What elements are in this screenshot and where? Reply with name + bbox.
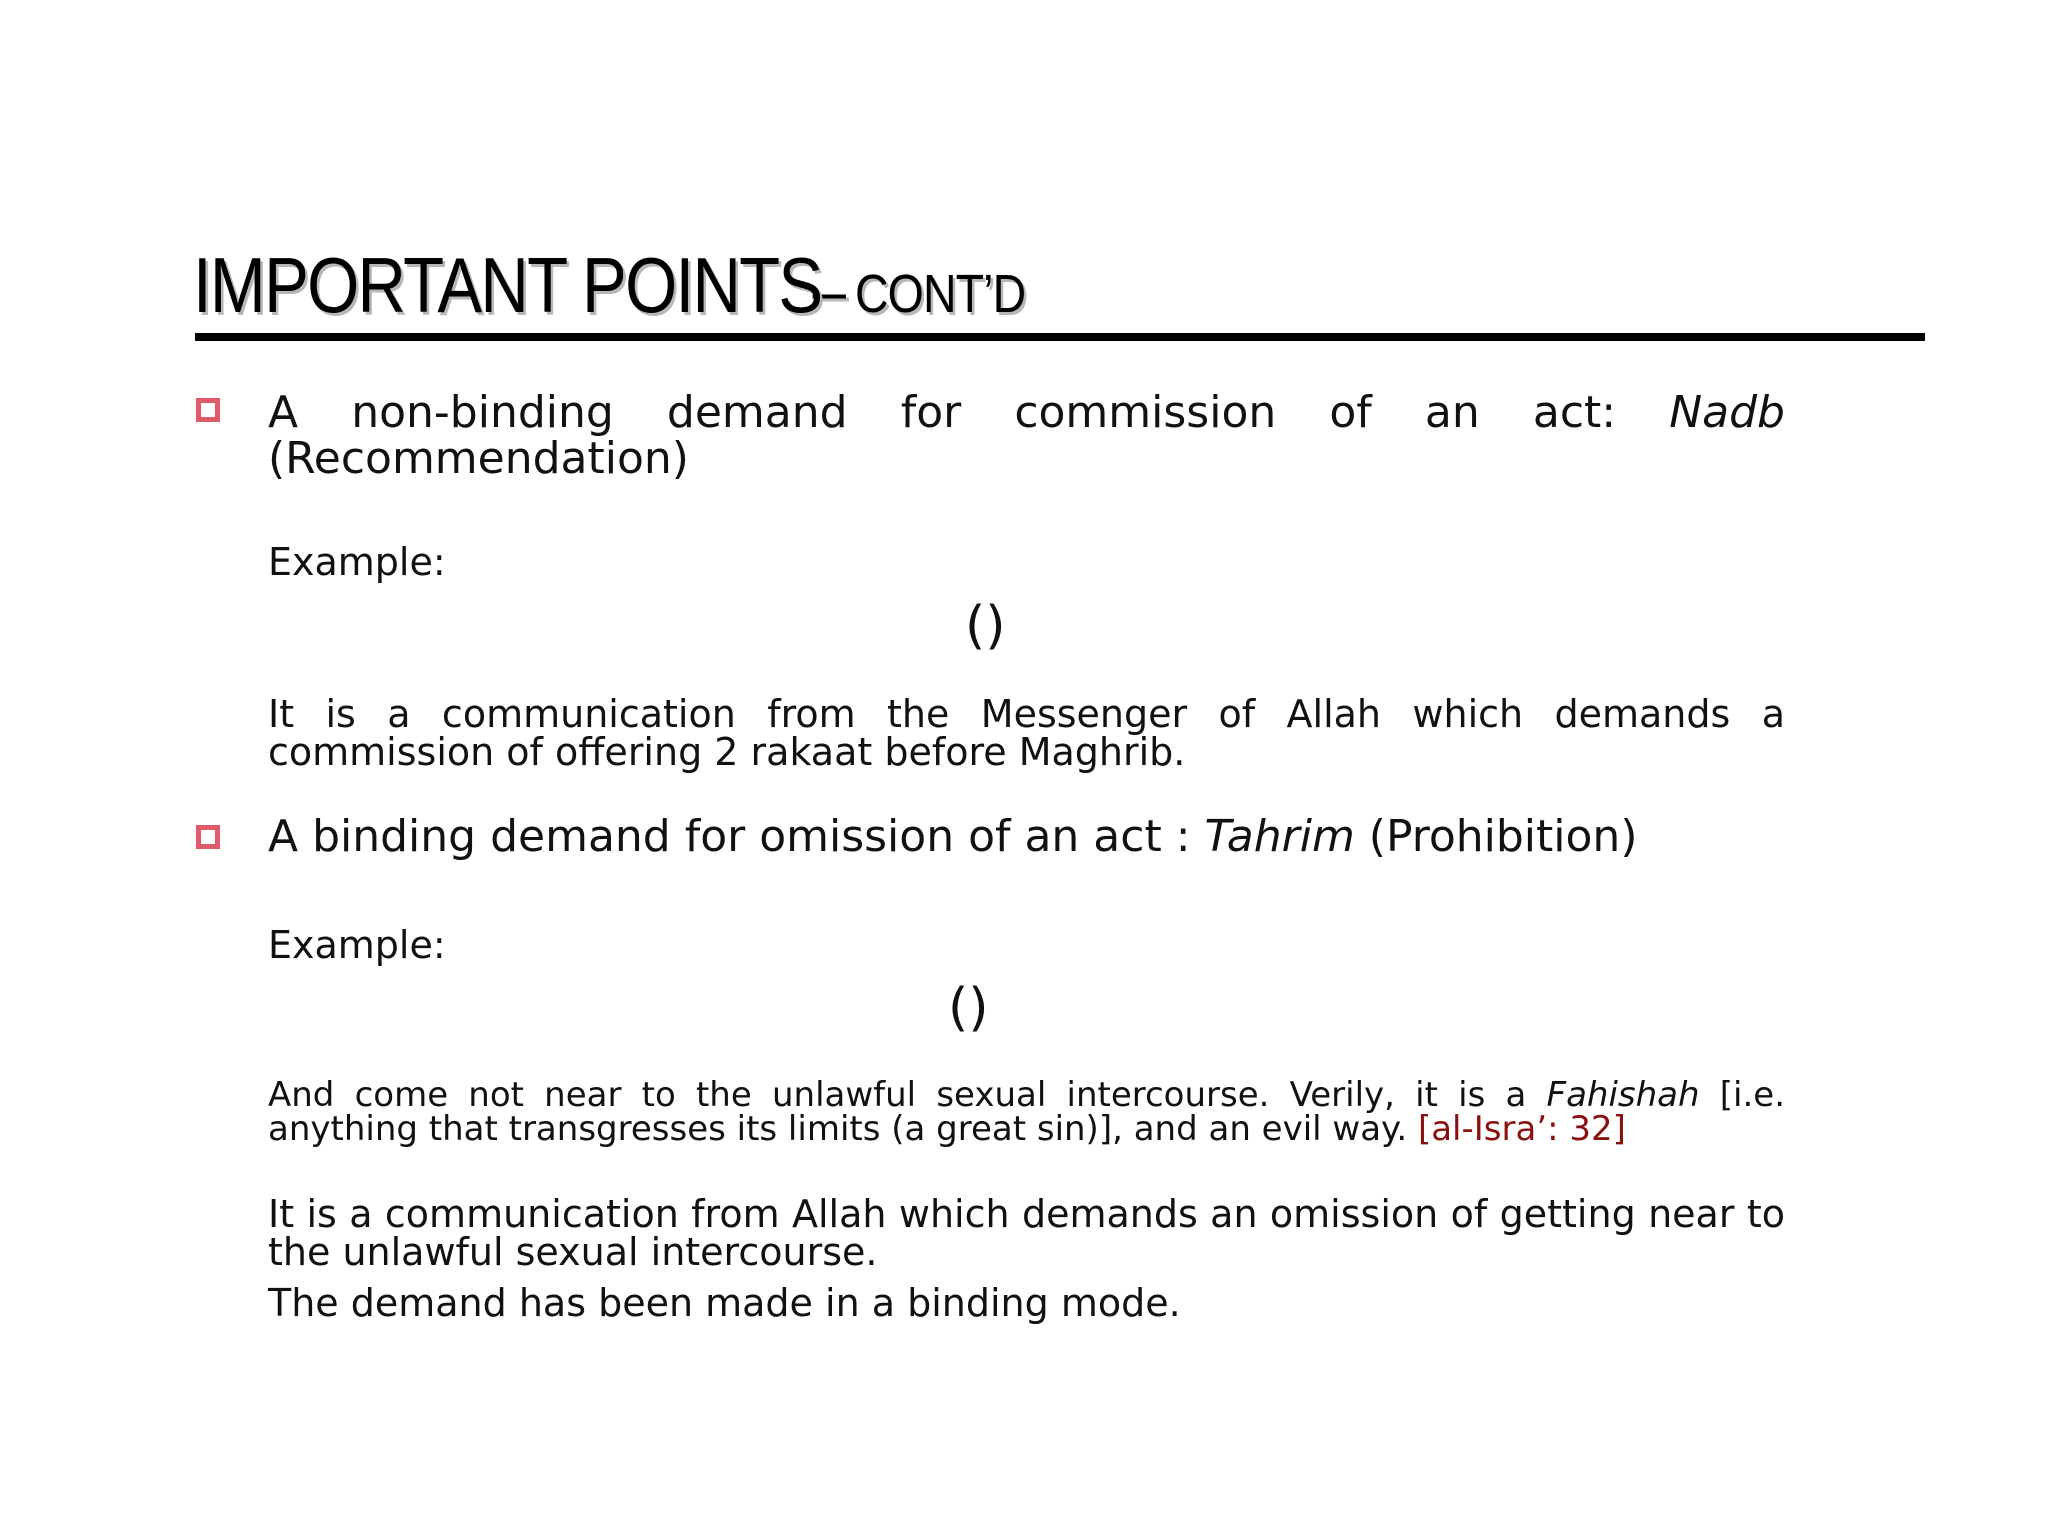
title-underline: [195, 333, 1925, 341]
section-1-example-parens: (): [965, 596, 1006, 656]
slide-title: [193, 240, 1053, 331]
section-2-heading: [268, 811, 1785, 862]
title-dash: –: [812, 258, 847, 325]
section-2-heading-after: (Prohibition): [1354, 811, 1638, 862]
section-2-term: Tahrim: [1204, 811, 1355, 862]
bullet-square-icon: [196, 398, 220, 422]
section-1-heading-after: (Recommendation): [268, 433, 689, 484]
section-2-example-parens: (): [948, 978, 989, 1038]
section-1-example-label: Example:: [268, 540, 446, 584]
section-1-heading: [268, 387, 1785, 484]
title-subtitle: CONT’D: [854, 264, 1026, 324]
bullet-square-icon: [196, 825, 220, 849]
section-2-explanation: It is a communication from Allah which demands an omission of getting near to the unlawful sexual intercourse.: [268, 1192, 1785, 1274]
section-2-quote-before: And come not near to the unlawful sexual intercourse. Verily, it is a: [268, 1075, 1547, 1115]
section-2-heading-text: A binding demand for omission of an act :: [268, 811, 1205, 862]
section-1-term: Nadb: [1669, 387, 1785, 438]
section-1-explanation: It is a communication from the Messenger of Allah which demands a commission of offering 2 rakaat before Maghrib.: [268, 692, 1785, 774]
section-2-quote-term: Fahishah: [1546, 1075, 1700, 1115]
title-main: IMPORTANT POINTS: [193, 241, 822, 329]
section-2-example-label: Example:: [268, 923, 446, 967]
quote-reference: [al-Isra’: 32]: [1417, 1109, 1626, 1149]
section-1-heading-text: A non-binding demand for commission of an act:: [268, 387, 1670, 438]
section-2-quote: [268, 1075, 1785, 1149]
section-2-quote-after: [i.e. anything that transgresses its limits (a great sin)], and an evil way.: [268, 1075, 1785, 1149]
section-2-conclusion: The demand has been made in a binding mode.: [268, 1281, 1181, 1325]
